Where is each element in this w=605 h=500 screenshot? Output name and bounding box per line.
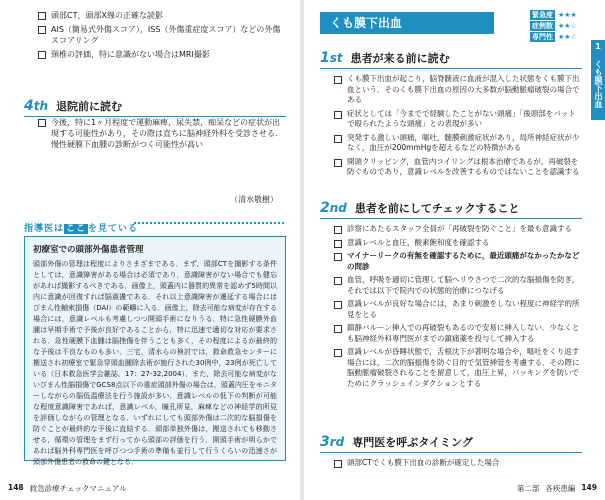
section-2 bbox=[320, 200, 582, 392]
section-title: 患者を前にしてチェックすること bbox=[354, 202, 520, 215]
rating-row: 緊急度 ★★★ bbox=[532, 11, 577, 19]
left-page bbox=[0, 0, 300, 500]
checklist-item[interactable]: 頭部CT，頭部X線の正確な読影 bbox=[38, 10, 288, 21]
chapter-side-tab[interactable]: 1 bbox=[591, 40, 605, 120]
checkbox-icon[interactable] bbox=[38, 26, 46, 34]
checkbox-icon[interactable] bbox=[334, 135, 342, 143]
checkbox-icon[interactable] bbox=[334, 76, 342, 84]
checkbox-icon[interactable] bbox=[334, 277, 342, 285]
checkbox-icon[interactable] bbox=[334, 111, 342, 119]
checkbox-icon[interactable] bbox=[334, 349, 342, 357]
checklist-item[interactable]: 頭部CTでくも膜下出血の診断が確定した場合 bbox=[334, 458, 582, 469]
checkbox-icon[interactable] bbox=[38, 12, 46, 20]
section-number: 2nd bbox=[320, 200, 347, 216]
section-4-heading bbox=[24, 98, 286, 117]
page-title: くも膜下出血 bbox=[320, 12, 494, 34]
star-icon: ★★★ bbox=[558, 11, 577, 19]
checklist-item[interactable]: 意識レベルが良好な場合には，あまり刺激をしない程度に神経学的所見をとる bbox=[334, 299, 582, 320]
page-number: 148 bbox=[8, 483, 24, 492]
checklist-item[interactable]: 診察にあたるスタッフ全員が「再破裂を防ぐこと」を最も意識する bbox=[334, 224, 582, 235]
chapter-side-label: くも膜下出血 bbox=[594, 60, 603, 108]
checkbox-icon[interactable] bbox=[334, 226, 342, 234]
section-2-heading bbox=[320, 200, 582, 219]
footer-right bbox=[517, 483, 597, 494]
point-banner bbox=[24, 216, 286, 232]
point-box-body: 頭部外傷の管理は程度によりさまざまである．まず，頭部CTを撮影する条件としては，意識障害がある場合は必須であり，意識障害がない場合でも健忘があれば撮影するべきである．画像上，頭蓋内に器質的異常を認めず5時間以内に意識が回復すれば脳震盪である．それ以上意識障害が遷延する場合にはびまん性軸索損傷（DAI）の範疇に入る．画像上，除去可能な病変が存在する場合には，意識レベルも考慮しつつ開頭手術になりうる．特に急性硬膜外血腫は早期手術で予後が良好であることから，特に迅速で適切な対応が要求される．急性硬膜下血腫は脳挫傷を伴うことも多く，その程度によるが最終的な予後は不良なものも多い．三宅，清水らの検討では，救命救急センターに搬送され初療室で緊急穿頭血腫除去術が施行された30例中，23例が死亡している（日本救急医学会雑誌，17：27-32,2004）．また，除去可能な病変がないびまん性脳損傷でGCS8点以下の重症頭部外傷の場合は，頭蓋内圧をモニターしながらの脳低温療法を行う施設が多い．意識レベルの低下の判断が可能な程度意識障害であれば，意識レベル，瞳孔所見，麻痺などの神経学的所見を評価しながらの管理となる．いずれにしても頭部外傷は二次的な脳損傷を防ぐことが最終的な予後に直結する．頭部単独外傷は，搬送されても移動させる，循環の管理をまず行ってから頭部の評価を行う．開頭手術が明らかであれば脳外科専門医を呼びつつ手術の準備も並行して行うくらいの迅速さが頭部外傷患者の救命の鍵となる． bbox=[33, 260, 277, 466]
author-signature: （清水敬樹） bbox=[230, 195, 278, 204]
section-1 bbox=[320, 50, 582, 181]
checklist-item[interactable]: 鎮静バルーン挿入での再破裂もあるので安易に挿入しない．少なくとも脳神経外科専門医がまでの鎮痛薬を投与して挿入する bbox=[334, 323, 582, 344]
top-checklist bbox=[38, 10, 288, 63]
rating-row: 症例数 ★★☆ bbox=[532, 22, 577, 30]
checklist-item[interactable]: マイナーリークの有無を確認するために，最近頭痛がなかったかなどの問診 bbox=[334, 251, 582, 272]
checklist-item[interactable]: 開頭クリッピング，血管内コイリングは根本治療であるが，再破裂を防ぐものであり，意識レベルを改善するものではないことを認識する bbox=[334, 157, 582, 178]
section-number: 4th bbox=[24, 98, 49, 114]
section-4-checklist bbox=[38, 117, 288, 153]
page-number: 149 bbox=[581, 483, 597, 492]
checklist-item[interactable]: 血管，呼吸を適切に管理して脳ヘリウさつで二次的な脳損傷を防ぎ，それでは以下で院内での状態的治療につなげる bbox=[334, 275, 582, 296]
checkbox-icon[interactable] bbox=[334, 325, 342, 333]
section-title: 専門医を呼ぶタイミング bbox=[352, 436, 473, 449]
checklist-item[interactable]: 頸椎の評価，特に意識がない場合はMRI撮影 bbox=[38, 49, 288, 60]
point-banner-label: 指導医は ここ を見ている bbox=[24, 224, 139, 234]
section-number: 1st bbox=[320, 50, 343, 66]
checkbox-icon[interactable] bbox=[334, 159, 342, 167]
section-1-heading bbox=[320, 50, 582, 69]
part-label: 第二部 bbox=[516, 484, 540, 493]
checklist-item[interactable]: AIS（簡易式外傷スコア），ISS（外傷重症度スコア）などの外傷スコアリング bbox=[38, 24, 288, 46]
checkbox-icon[interactable] bbox=[38, 119, 46, 127]
checklist-item[interactable]: 今後，特に1ヶ月程度で運動麻痺，尿失禁，痴呆などの症状が出現する可能性があり，その際は直ちに脳神経外科を受診させる．慢性硬膜下血腫の診断がつく可能性が高い bbox=[38, 117, 288, 150]
checkbox-icon[interactable] bbox=[334, 301, 342, 309]
footer-left bbox=[8, 483, 127, 494]
star-icon: ★★☆ bbox=[558, 33, 577, 41]
rating-panel bbox=[530, 10, 586, 43]
section-3-heading bbox=[320, 434, 582, 453]
section-title: 退院前に読む bbox=[56, 100, 123, 113]
section-3 bbox=[320, 434, 582, 472]
checkbox-icon[interactable] bbox=[334, 253, 342, 261]
checklist-item[interactable]: 意識レベルと血圧，酸素飽和度を確認する bbox=[334, 238, 582, 249]
rating-row: 専門性 ★★☆ bbox=[532, 33, 577, 41]
section-number: 3rd bbox=[320, 434, 345, 450]
checkbox-icon[interactable] bbox=[334, 460, 342, 468]
checklist-item[interactable]: 突発する激しい頭痛，嘔吐，髄膜刺激症状があり，局所神経症状が少なく，血圧が200mmHgを超えるなどの特徴がある bbox=[334, 133, 582, 154]
point-box-title: 初療室での頭部外傷患者管理 bbox=[33, 245, 144, 255]
checklist-item[interactable]: 意識レベルが昏睡状態で，舌根沈下が著明な場合や，嘔吐をくり返す場合には，二次的脳損傷を防ぐ目的で気管挿管を考慮する．その際に脳動脈瘤破裂されることを留意して，血圧上昇，バッキングを防いでためにクラッシュインダクションとする bbox=[334, 347, 582, 389]
checkbox-icon[interactable] bbox=[38, 51, 46, 59]
right-page bbox=[304, 0, 605, 500]
star-icon: ★★☆ bbox=[558, 22, 577, 30]
dotted-divider bbox=[134, 222, 284, 228]
chapter-label: 各疾患編 bbox=[545, 484, 576, 493]
checklist-item[interactable]: くも膜下出血が起こり，脳脊髄液に血液が混入した状態をくも膜下出血という．そのくも膜下出血の原因の大多数が脳動脈瘤破裂の場合である bbox=[334, 74, 582, 106]
checklist-item[interactable]: 症状としては「今までで経験したことがない頭痛」「後頭部をバットで殴られたような頭痛」との表現が多い bbox=[334, 109, 582, 130]
section-title: 患者が来る前に読む bbox=[350, 52, 450, 65]
checkbox-icon[interactable] bbox=[334, 240, 342, 248]
point-box bbox=[24, 236, 286, 466]
book-title: 救急診療チェックマニュアル bbox=[29, 484, 127, 493]
